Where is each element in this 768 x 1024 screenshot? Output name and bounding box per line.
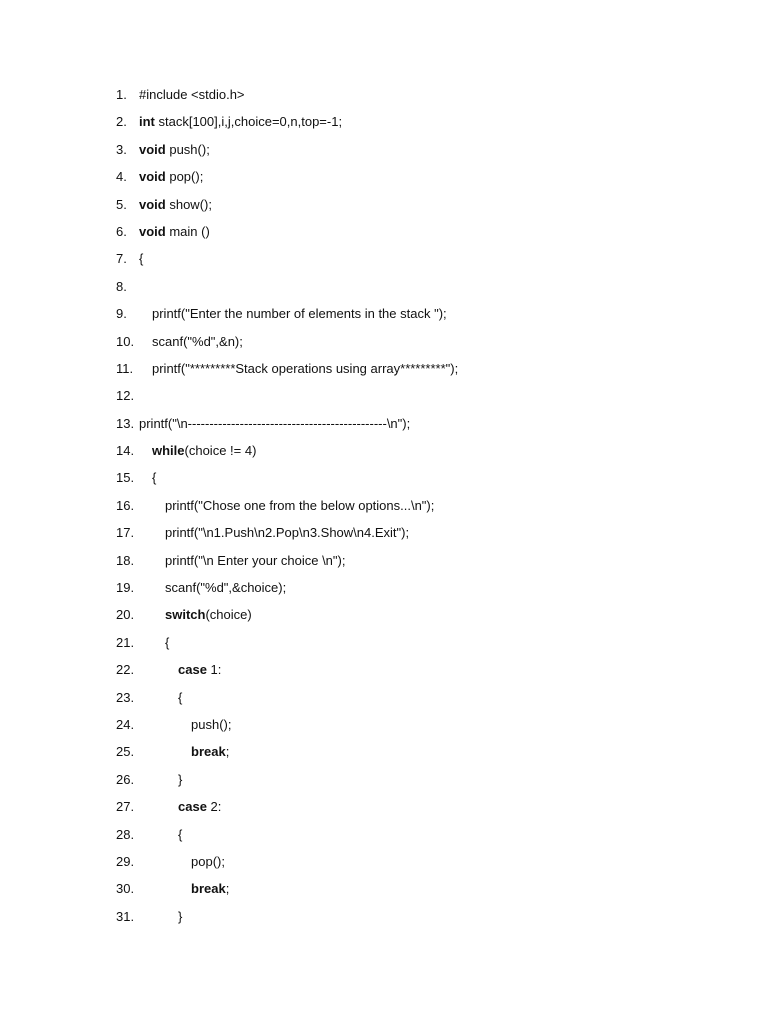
line-code xyxy=(139,113,342,131)
code-line xyxy=(116,86,736,113)
code-line xyxy=(116,333,736,360)
code-text: { xyxy=(165,634,170,650)
code-text: scanf("%d",&n); xyxy=(152,333,243,349)
code-text: { xyxy=(139,251,144,267)
code-line xyxy=(116,442,736,469)
code-line xyxy=(116,826,736,853)
code-keyword: void xyxy=(139,169,166,185)
line-code xyxy=(139,250,143,268)
code-text: (choice != 4) xyxy=(184,443,257,459)
line-number: 28. xyxy=(116,826,135,842)
line-code xyxy=(139,223,210,241)
line-number: 31. xyxy=(116,908,135,924)
code-text: printf("\n1.Push\n2.Pop\n3.Show\n4.Exit"); xyxy=(165,525,410,541)
code-keyword: case xyxy=(178,799,207,815)
line-number: 20. xyxy=(116,607,135,623)
code-text: scanf("%d",&choice); xyxy=(165,580,287,596)
code-text: push(); xyxy=(191,716,232,732)
code-line xyxy=(116,113,736,140)
code-keyword: void xyxy=(139,223,166,239)
line-code xyxy=(152,333,243,351)
line-number: 8. xyxy=(116,278,127,294)
line-number: 23. xyxy=(116,689,135,705)
line-code xyxy=(191,853,225,871)
code-keyword: void xyxy=(139,196,166,212)
line-code xyxy=(139,141,210,159)
line-number: 18. xyxy=(116,552,135,568)
code-text: { xyxy=(178,689,183,705)
line-code xyxy=(165,579,286,597)
line-code xyxy=(139,196,212,214)
line-number: 7. xyxy=(116,251,127,267)
code-line xyxy=(116,606,736,633)
code-line xyxy=(116,278,736,305)
code-line xyxy=(116,141,736,168)
code-text: pop(); xyxy=(191,853,225,869)
code-line xyxy=(116,469,736,496)
line-number: 13. xyxy=(116,415,135,431)
line-number: 29. xyxy=(116,853,135,869)
code-line xyxy=(116,360,736,387)
code-keyword: break xyxy=(191,881,226,897)
code-line xyxy=(116,716,736,743)
line-code xyxy=(165,524,409,542)
code-text: ; xyxy=(225,744,230,760)
line-number: 12. xyxy=(116,388,135,404)
line-code xyxy=(191,743,229,761)
line-code xyxy=(178,826,182,844)
line-number: 15. xyxy=(116,470,135,486)
code-line xyxy=(116,798,736,825)
code-text: main () xyxy=(165,223,210,239)
line-number: 10. xyxy=(116,333,135,349)
line-code xyxy=(191,880,229,898)
line-number: 24. xyxy=(116,716,135,732)
line-code xyxy=(165,497,434,515)
code-text: 2: xyxy=(206,799,222,815)
line-number: 17. xyxy=(116,525,135,541)
code-line xyxy=(116,689,736,716)
line-number: 27. xyxy=(116,799,135,815)
code-line xyxy=(116,415,736,442)
code-keyword: void xyxy=(139,141,166,157)
code-keyword: while xyxy=(152,443,185,459)
line-code xyxy=(139,168,203,186)
code-line xyxy=(116,661,736,688)
line-code xyxy=(152,469,156,487)
line-code xyxy=(178,908,182,926)
code-text: printf("Enter the number of elements in the stack "); xyxy=(152,306,447,322)
code-text: printf("\n Enter your choice \n"); xyxy=(165,552,346,568)
code-text: 1: xyxy=(206,662,222,678)
line-code xyxy=(191,716,231,734)
code-keyword: case xyxy=(178,662,207,678)
code-text: } xyxy=(178,771,183,787)
line-number: 30. xyxy=(116,881,135,897)
line-number: 25. xyxy=(116,744,135,760)
code-line xyxy=(116,305,736,332)
code-text: push(); xyxy=(165,141,210,157)
code-text: printf("\n----------------------------------------------\n"); xyxy=(139,415,411,431)
code-line xyxy=(116,552,736,579)
code-text: (choice) xyxy=(205,607,252,623)
line-number: 9. xyxy=(116,306,127,322)
line-code xyxy=(178,661,221,679)
line-number: 21. xyxy=(116,634,135,650)
line-number: 3. xyxy=(116,141,127,157)
code-text: pop(); xyxy=(165,169,204,185)
code-keyword: switch xyxy=(165,607,206,623)
code-line xyxy=(116,250,736,277)
code-keyword: break xyxy=(191,744,226,760)
code-keyword: int xyxy=(139,114,155,130)
code-line xyxy=(116,853,736,880)
line-number: 26. xyxy=(116,771,135,787)
line-code xyxy=(139,415,410,433)
line-number: 11. xyxy=(116,360,134,376)
code-text: show(); xyxy=(165,196,212,212)
code-line xyxy=(116,579,736,606)
line-code xyxy=(165,634,169,652)
line-code xyxy=(165,552,345,570)
code-line xyxy=(116,223,736,250)
code-line xyxy=(116,196,736,223)
code-line xyxy=(116,387,736,414)
code-text: printf("Chose one from the below options...\n"); xyxy=(165,497,435,513)
line-number: 19. xyxy=(116,580,135,596)
line-code xyxy=(165,606,252,624)
code-text: { xyxy=(152,470,157,486)
line-code xyxy=(152,360,458,378)
code-line xyxy=(116,524,736,551)
line-code xyxy=(178,798,221,816)
code-line xyxy=(116,908,736,935)
code-line xyxy=(116,634,736,661)
line-code xyxy=(152,305,447,323)
line-number: 16. xyxy=(116,497,135,513)
line-number: 14. xyxy=(116,443,135,459)
line-number: 4. xyxy=(116,169,127,185)
line-code xyxy=(152,442,256,460)
code-text: { xyxy=(178,826,183,842)
code-line xyxy=(116,168,736,195)
code-text: stack[100],i,j,choice=0,n,top=-1; xyxy=(154,114,343,130)
line-code xyxy=(178,771,182,789)
code-text: #include <stdio.h> xyxy=(139,87,245,102)
line-number: 1. xyxy=(116,87,127,102)
code-text: ; xyxy=(225,881,230,897)
line-code xyxy=(178,689,182,707)
code-text: } xyxy=(178,908,183,924)
code-text: printf("*********Stack operations using array*********"); xyxy=(152,360,459,376)
code-line xyxy=(116,880,736,907)
code-listing xyxy=(116,86,736,935)
line-number: 22. xyxy=(116,662,135,678)
code-line xyxy=(116,743,736,770)
line-number: 5. xyxy=(116,196,127,212)
code-line xyxy=(116,771,736,798)
line-number: 2. xyxy=(116,114,127,130)
line-code xyxy=(139,86,245,104)
code-line xyxy=(116,497,736,524)
line-number: 6. xyxy=(116,223,127,239)
